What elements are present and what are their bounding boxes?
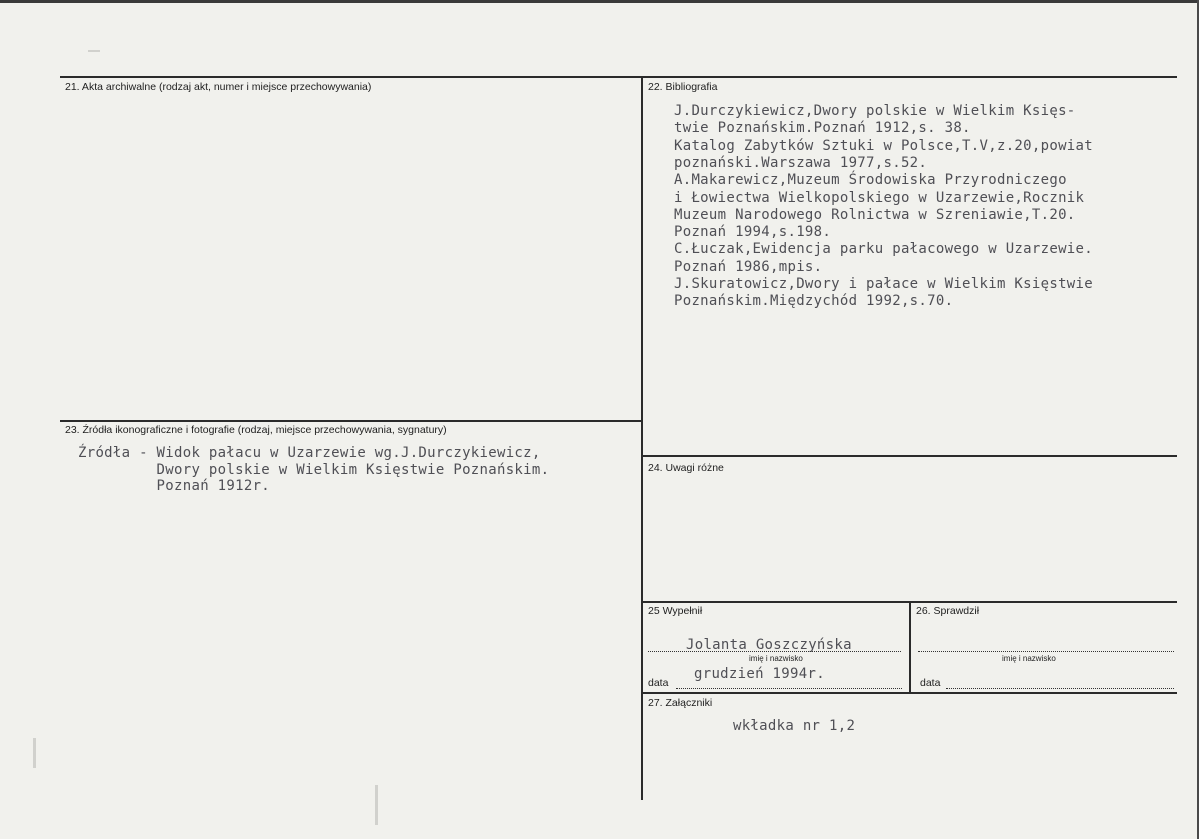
bibliography-line: C.Łuczak,Ewidencja parku pałacowego w Uzarzewie. <box>674 241 1093 258</box>
source-line: Dwory polskie w Wielkim Księstwie Poznańskim. <box>78 461 550 478</box>
source-line: Poznań 1912r. <box>78 478 271 494</box>
section-26-title: 26. Sprawdził <box>916 605 980 617</box>
rule-25-27 <box>641 692 1177 694</box>
section-21-title: 21. Akta archiwalne (rodzaj akt, numer i miejsce przechowywania) <box>65 81 372 93</box>
checked-by-name-line <box>918 651 1174 652</box>
rule-22-24 <box>641 455 1177 457</box>
rule-21-23 <box>60 420 642 422</box>
bibliography-line: Muzeum Narodowego Rolnictwa w Szreniawie,T.20. <box>674 206 1076 223</box>
bibliography-line: i Łowiectwa Wielkopolskiego w Uzarzewie,Rocznik <box>674 189 1085 206</box>
top-rule <box>60 76 1177 78</box>
section-23-title: 23. Źródła ikonograficzne i fotografie (rodzaj, miejsce przechowywania, sygnatury) <box>65 424 447 436</box>
card-top-edge <box>0 0 1199 3</box>
attachments-value: wkładka nr 1,2 <box>733 718 856 734</box>
section-22-title: 22. Bibliografia <box>648 81 718 93</box>
bibliography-line: J.Durczykiewicz,Dwory polskie w Wielkim Księs- <box>674 103 1076 119</box>
divider-25-26 <box>909 601 911 693</box>
filled-by-name-caption: imię i nazwisko <box>749 654 803 663</box>
bibliography-line: Poznań 1994,s.198. <box>674 224 832 241</box>
paper-mark <box>33 738 36 768</box>
checked-by-date-line <box>946 688 1174 689</box>
bibliography-line: poznański.Warszawa 1977,s.52. <box>674 154 928 171</box>
filled-by-date-line <box>676 688 902 689</box>
filled-by-name: Jolanta Goszczyńska <box>686 637 852 653</box>
paper-mark <box>88 50 100 52</box>
bibliography-line: Poznań 1986,mpis. <box>674 258 823 275</box>
bibliography-line: Katalog Zabytków Sztuki w Polsce,T.V,z.20,powiat <box>674 137 1093 154</box>
section-27-title: 27. Załączniki <box>648 697 713 709</box>
checked-by-name-caption: imię i nazwisko <box>1002 654 1056 663</box>
checked-by-date-label: data <box>920 677 941 689</box>
paper-mark <box>375 785 378 825</box>
bibliography-line: Poznańskim.Międzychód 1992,s.70. <box>674 293 954 310</box>
bibliography-line: J.Skuratowicz,Dwory i pałace w Wielkim Księstwie <box>674 276 1093 292</box>
section-24-title: 24. Uwagi różne <box>648 462 724 474</box>
filled-by-date-label: data <box>648 677 669 689</box>
filled-by-date-value: grudzień 1994r. <box>694 666 825 682</box>
source-line: Źródła - Widok pałacu w Uzarzewie wg.J.Durczykiewicz, <box>78 445 541 461</box>
section-25-title: 25 Wypełnił <box>648 605 703 617</box>
filled-by-name-line <box>648 651 901 652</box>
bibliography-line: A.Makarewicz,Muzeum Środowiska Przyrodniczego <box>674 172 1067 189</box>
bibliography-line: twie Poznańskim.Poznań 1912,s. 38. <box>674 120 971 137</box>
